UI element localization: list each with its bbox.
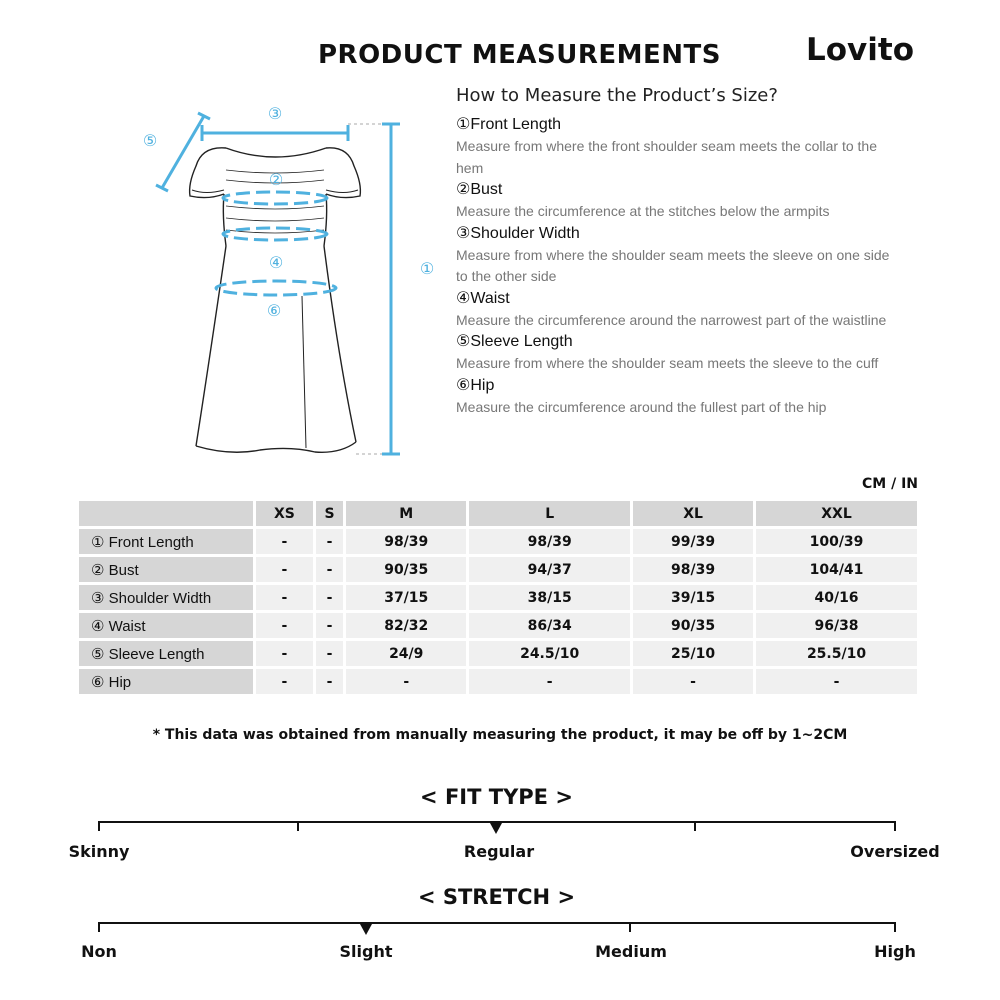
guide-item-name: ②Bust <box>456 181 503 198</box>
stretch-scale-line <box>98 922 896 924</box>
table-cell: 82/32 <box>346 613 466 638</box>
row-label: ⑤ Sleeve Length <box>79 641 253 666</box>
marker-4: ④ <box>268 253 284 272</box>
guide-item-desc: Measure from where the front shoulder seam meets the collar to the hem <box>456 138 877 176</box>
table-cell: 99/39 <box>633 529 753 554</box>
table-cell: - <box>316 585 343 610</box>
size-header-l: L <box>469 501 630 526</box>
guide-heading: How to Measure the Product’s Size? <box>456 85 778 106</box>
measure-guide <box>456 114 896 418</box>
marker-1: ① <box>419 259 435 278</box>
marker-5: ⑤ <box>142 131 158 150</box>
stretch-title: < STRETCH > <box>417 885 576 909</box>
row-label: ⑥ Hip <box>79 669 253 694</box>
fit-label-skinny: Skinny <box>68 842 130 861</box>
table-cell: 40/16 <box>756 585 917 610</box>
guide-item-hip <box>456 375 896 419</box>
table-cell: - <box>256 585 313 610</box>
guide-item-front-length <box>456 114 896 179</box>
row-label: ④ Waist <box>79 613 253 638</box>
measurement-note: * This data was obtained from manually measuring the product, it may be off by 1~2CM <box>152 727 848 743</box>
table-cell: 24/9 <box>346 641 466 666</box>
row-label: ② Bust <box>79 557 253 582</box>
stretch-label-medium: Medium <box>595 942 667 961</box>
table-cell: - <box>256 641 313 666</box>
guide-item-name: ⑥Hip <box>456 376 495 394</box>
fit-type-selected-marker <box>490 823 502 834</box>
fit-type-tick <box>894 821 896 831</box>
table-cell: 104/41 <box>756 557 917 582</box>
fit-type-title: < FIT TYPE > <box>420 785 573 809</box>
guide-item-sleeve-length <box>456 331 896 375</box>
stretch-tick <box>629 922 631 932</box>
guide-item-name: ⑤Sleeve Length <box>456 333 573 350</box>
size-header-m: M <box>346 501 466 526</box>
table-cell: 24.5/10 <box>469 641 630 666</box>
table-cell: 100/39 <box>756 529 917 554</box>
table-cell: - <box>256 613 313 638</box>
table-cell: - <box>469 669 630 694</box>
guide-item-desc: Measure from where the shoulder seam meets the sleeve on one side to the other side <box>456 246 890 284</box>
page-title: PRODUCT MEASUREMENTS <box>318 40 721 70</box>
table-row <box>79 557 917 582</box>
marker-2: ② <box>268 170 284 189</box>
table-cell: 37/15 <box>346 585 466 610</box>
table-cell: - <box>256 529 313 554</box>
table-row <box>79 529 917 554</box>
stretch-label-high: High <box>874 942 916 961</box>
measure-lines <box>156 113 400 454</box>
stretch-label-non: Non <box>81 942 117 961</box>
table-cell: 90/35 <box>633 613 753 638</box>
stretch-tick <box>98 922 100 932</box>
row-label: ③ Shoulder Width <box>79 585 253 610</box>
fit-label-regular: Regular <box>463 842 535 861</box>
table-cell: 38/15 <box>469 585 630 610</box>
guide-item-bust <box>456 179 896 223</box>
table-row <box>79 669 917 694</box>
guide-item-shoulder-width <box>456 223 896 288</box>
table-cell: - <box>316 529 343 554</box>
row-label: ① Front Length <box>79 529 253 554</box>
table-row <box>79 585 917 610</box>
table-cell: - <box>316 557 343 582</box>
table-cell: - <box>633 669 753 694</box>
guide-item-name: ④Waist <box>456 289 510 307</box>
table-cell: 25/10 <box>633 641 753 666</box>
stretch-label-slight: Slight <box>339 942 393 961</box>
table-cell: 90/35 <box>346 557 466 582</box>
guide-item-desc: Measure the circumference around the fullest part of the hip <box>456 398 827 415</box>
size-table <box>76 498 920 697</box>
table-cell: - <box>756 669 917 694</box>
fit-label-oversized: Oversized <box>850 842 940 861</box>
table-cell: - <box>256 557 313 582</box>
table-cell: - <box>316 613 343 638</box>
table-cell: - <box>346 669 466 694</box>
table-cell: - <box>316 641 343 666</box>
table-cell: 86/34 <box>469 613 630 638</box>
size-header-s: S <box>316 501 343 526</box>
size-header-xl: XL <box>633 501 753 526</box>
guide-item-desc: Measure from where the shoulder seam meets the sleeve to the cuff <box>456 355 879 371</box>
table-cell: 94/37 <box>469 557 630 582</box>
size-header-xs: XS <box>256 501 313 526</box>
table-cell: 98/39 <box>469 529 630 554</box>
guide-item-desc: Measure the circumference at the stitches below the armpits <box>456 203 830 219</box>
table-header-row <box>79 501 917 526</box>
table-row <box>79 641 917 666</box>
marker-3: ③ <box>267 104 283 123</box>
table-cell: - <box>316 669 343 694</box>
dress-diagram <box>130 96 435 466</box>
guide-item-name: ③Shoulder Width <box>456 224 580 242</box>
table-cell: 96/38 <box>756 613 917 638</box>
table-cell: 39/15 <box>633 585 753 610</box>
table-cell: 25.5/10 <box>756 641 917 666</box>
marker-6: ⑥ <box>266 301 282 320</box>
units-label: CM / IN <box>862 476 918 492</box>
fit-type-tick <box>98 821 100 831</box>
brand-logo: Lovito <box>806 32 915 68</box>
table-corner <box>79 501 253 526</box>
stretch-tick <box>894 922 896 932</box>
table-cell: 98/39 <box>346 529 466 554</box>
table-cell: 98/39 <box>633 557 753 582</box>
stretch-selected-marker <box>360 924 372 935</box>
size-header-xxl: XXL <box>756 501 917 526</box>
fit-type-tick <box>694 821 696 831</box>
guide-item-waist <box>456 288 896 332</box>
table-cell: - <box>256 669 313 694</box>
fit-type-tick <box>297 821 299 831</box>
guide-item-name: ①Front Length <box>456 116 562 133</box>
table-row <box>79 613 917 638</box>
guide-item-desc: Measure the circumference around the narrowest part of the waistline <box>456 311 887 328</box>
